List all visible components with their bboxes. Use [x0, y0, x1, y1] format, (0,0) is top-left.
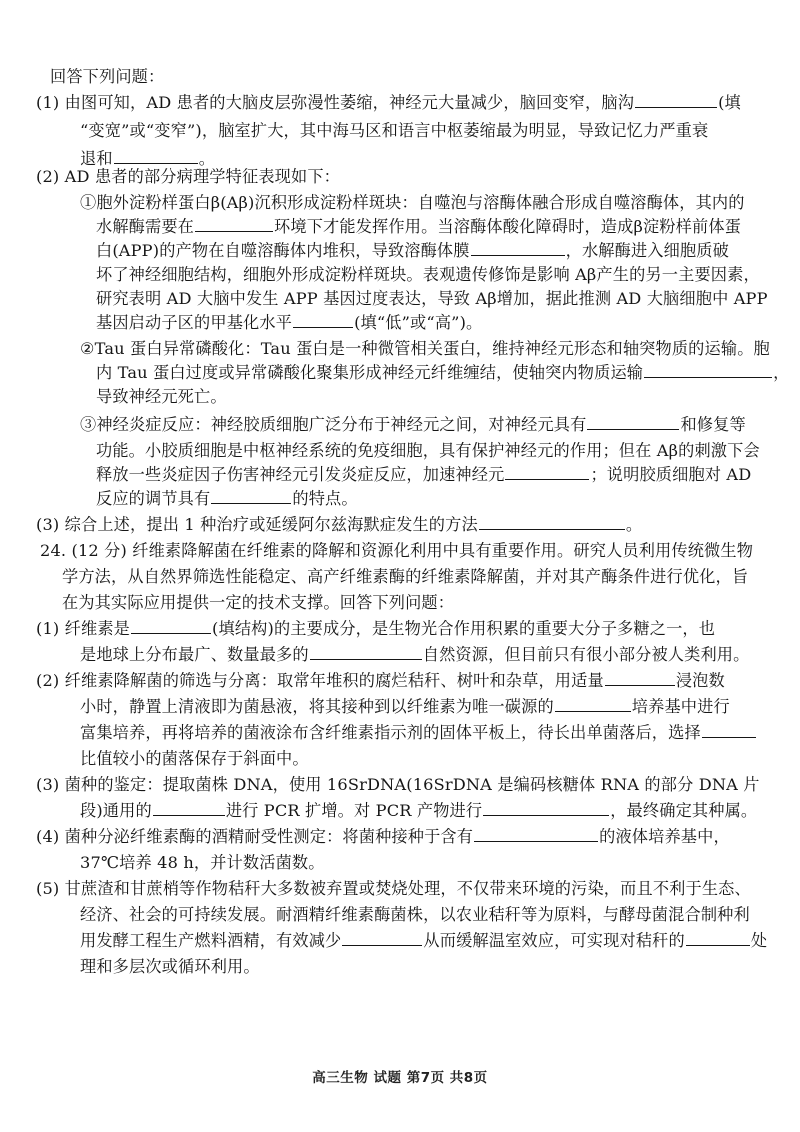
- q23-2-s1-l4: 坏了神经细胞结构，细胞外形成淀粉样斑块。表观遗传修饰是影响 Aβ产生的另一主要因素，: [96, 265, 760, 284]
- blank-q23-1a[interactable]: [635, 89, 717, 108]
- q23-2-s3-l2: 功能。小胶质细胞是中枢神经系统的免疫细胞，具有保护神经元的作用；但在 Aβ的刺激下会: [96, 441, 760, 460]
- q24-5-l2: 经济、社会的可持续发展。耐酒精纤维素酶菌株，以农业秸秆等为原料，与酵母菌混合制种利: [80, 905, 750, 924]
- q23-1-line2: “变宽”或“变窄”)，脑室扩大，其中海马区和语言中枢萎缩最为明显，导致记忆力严重衰: [80, 121, 709, 140]
- blank-q23-2d[interactable]: [644, 359, 772, 378]
- blank-q23-2f[interactable]: [505, 461, 589, 480]
- q24-stem-l3: 在为其实际应用提供一定的技术支撑。回答下列问题：: [62, 593, 455, 612]
- q23-2-s2-l3: 导致神经元死亡。: [96, 387, 227, 406]
- q24-1-l1: (1) 纤维素是 (填结构)的主要成分，是生物光合作用积累的重要大分子多糖之一，也: [36, 614, 715, 644]
- q24-2-l1: (2) 纤维素降解菌的筛选与分离：取常年堆积的腐烂秸秆、树叶和杂草，用适量 浸泡数: [36, 666, 725, 696]
- q23-1-line1: (1) 由图可知，AD 患者的大脑皮层弥漫性萎缩，神经元大量减少，脑回变窄，脑沟 (填: [36, 88, 741, 118]
- q23-2-head: (2) AD 患者的部分病理学特征表现如下：: [36, 167, 341, 186]
- q24-3-l2: 段)通用的 进行 PCR 扩增。对 PCR 产物进行 ，最终确定其种属。: [80, 796, 757, 826]
- q23-1-line3: 退和 。: [80, 144, 215, 174]
- q24-stem-l2: 学方法，从自然界筛选性能稳定、高产纤维素酶的纤维素降解菌，并对其产酶条件进行优化，旨: [62, 567, 749, 586]
- q24-5-l4: 理和多层次或循环利用。: [80, 957, 260, 976]
- q24-4-l2: 37℃培养 48 h，并计数活菌数。: [80, 853, 325, 872]
- q23-2-s1-l5: 研究表明 AD 大脑中发生 APP 基因过度表达，导致 Aβ增加，据此推测 AD 大脑细胞中 APP: [96, 289, 768, 308]
- q23-2-s1-l3: 白(APP)的产物在自噬溶酶体内堆积，导致溶酶体膜 ，水解酶进入细胞质破: [96, 236, 729, 266]
- q24-3-l1: (3) 菌种的鉴定：提取菌株 DNA，使用 16SrDNA(16SrDNA 是编码核糖体 RNA 的部分 DNA 片: [36, 775, 760, 794]
- q24-2-l2: 小时，静置上清液即为菌悬液，将其接种到以纤维素为唯一碳源的 培养基中进行: [80, 692, 730, 722]
- blank-q23-2c[interactable]: [293, 309, 353, 328]
- blank-q24-5a[interactable]: [342, 927, 422, 946]
- blank-q24-2a[interactable]: [605, 667, 675, 686]
- blank-q24-4[interactable]: [474, 823, 598, 842]
- blank-q24-3a[interactable]: [153, 797, 225, 816]
- q23-2-s1-l6: 基因启动子区的甲基化水平 (填“低”或“高”)。: [96, 308, 482, 338]
- blank-q23-2b[interactable]: [471, 237, 565, 256]
- page-footer: 高三生物 试题 第7页 共8页: [312, 1070, 488, 1086]
- q24-5-l1: (5) 甘蔗渣和甘蔗梢等作物秸秆大多数被弃置或焚烧处理，不仅带来环境的污染，而且不利于生态、: [36, 879, 751, 898]
- q24-2-l4: 比值较小的菌落保存于斜面中。: [80, 749, 309, 768]
- q23-2-s2-l2: 内 Tau 蛋白过度或异常磷酸化聚集形成神经元纤维缠结，使轴突内物质运输 ，: [96, 358, 789, 388]
- intro-line: 回答下列问题：: [50, 67, 165, 86]
- q23-2-s3-l4: 反应的调节具有 的特点。: [96, 484, 358, 514]
- q23-2-s3-l3: 释放一些炎症因子伤害神经元引发炎症反应，加速神经元 ；说明胶质细胞对 AD: [96, 460, 751, 490]
- blank-q23-2e[interactable]: [587, 411, 679, 430]
- q24-1-l2: 是地球上分布最广、数量最多的 自然资源，但目前只有很小部分被人类利用。: [80, 640, 749, 670]
- q23-2-s2-l1: ②Tau 蛋白异常磷酸化：Tau 蛋白是一种微管相关蛋白，维持神经元形态和轴突物质的运输。胞: [80, 339, 770, 358]
- blank-q24-5b[interactable]: [686, 927, 750, 946]
- blank-q24-3b[interactable]: [483, 797, 609, 816]
- blank-q23-2a[interactable]: [195, 213, 273, 232]
- q23-2-s1-l2: 水解酶需要在 环境下才能发挥作用。当溶酶体酸化障碍时，造成β淀粉样前体蛋: [96, 212, 741, 242]
- blank-q24-2b[interactable]: [555, 693, 631, 712]
- blank-q23-2g[interactable]: [211, 485, 291, 504]
- q24-stem-l1: 24. (12 分) 纤维素降解菌在纤维素的降解和资源化利用中具有重要作用。研究人员利用传统微生物: [40, 541, 754, 560]
- blank-q23-3[interactable]: [479, 511, 625, 530]
- q24-5-l3: 用发酵工程生产燃料酒精，有效减少 从而缓解温室效应，可实现对秸秆的 处: [80, 926, 767, 956]
- q24-4-l1: (4) 菌种分泌纤维素酶的酒精耐受性测定：将菌种接种于含有 的液体培养基中，: [36, 822, 730, 852]
- blank-q24-1a[interactable]: [131, 615, 211, 634]
- blank-q24-1b[interactable]: [310, 641, 422, 660]
- q24-2-l3: 富集培养，再将培养的菌液涂布含纤维素指示剂的固体平板上，待长出单菌落后，选择: [80, 718, 757, 748]
- q23-2-s3-l1: ③神经炎症反应：神经胶质细胞广泛分布于神经元之间，对神经元具有 和修复等: [80, 410, 746, 440]
- q23-2-s1-l1: ①胞外淀粉样蛋白β(Aβ)沉积形成淀粉样斑块：自噬泡与溶酶体融合形成自噬溶酶体，其内的: [80, 193, 745, 212]
- q23-3: (3) 综合上述，提出 1 种治疗或延缓阿尔兹海默症发生的方法 。: [36, 510, 642, 540]
- blank-q24-2c[interactable]: [702, 719, 756, 738]
